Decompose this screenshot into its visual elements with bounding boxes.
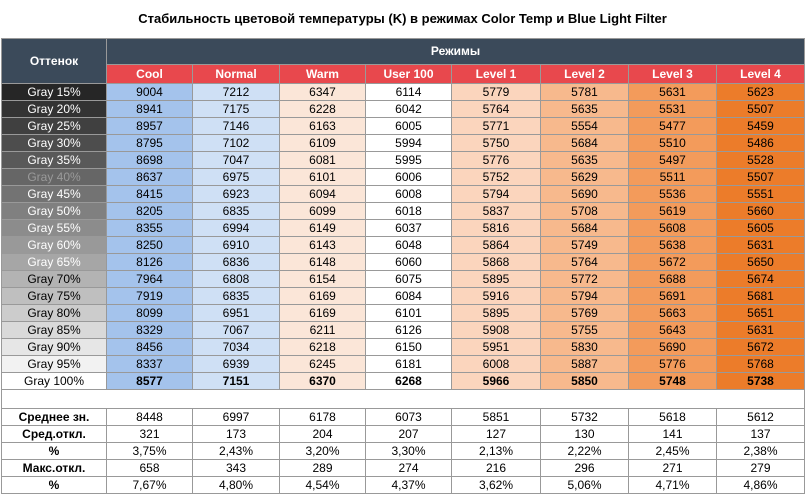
stat-value: 130	[541, 426, 629, 443]
value-cell: 5994	[366, 135, 452, 152]
value-cell: 6228	[280, 101, 366, 118]
value-cell: 8415	[107, 186, 193, 203]
value-cell: 5830	[541, 339, 629, 356]
value-cell: 6018	[366, 203, 452, 220]
stat-label: Сред.откл.	[2, 426, 107, 443]
value-cell: 5635	[541, 152, 629, 169]
value-cell: 5528	[717, 152, 805, 169]
stat-value: 289	[280, 460, 366, 477]
value-cell: 8941	[107, 101, 193, 118]
value-cell: 6218	[280, 339, 366, 356]
value-cell: 6081	[280, 152, 366, 169]
value-cell: 5837	[452, 203, 541, 220]
value-cell: 5776	[452, 152, 541, 169]
value-cell: 6060	[366, 254, 452, 271]
value-cell: 5748	[629, 373, 717, 390]
value-cell: 5887	[541, 356, 629, 373]
value-cell: 7067	[193, 322, 280, 339]
value-cell: 6268	[366, 373, 452, 390]
value-cell: 5708	[541, 203, 629, 220]
gray-level-label: Gray 90%	[2, 339, 107, 356]
value-cell: 5663	[629, 305, 717, 322]
stat-value: 4,54%	[280, 477, 366, 494]
gray-level-label: Gray 35%	[2, 152, 107, 169]
table-row	[2, 322, 805, 339]
stat-value: 141	[629, 426, 717, 443]
gray-level-label: Gray 60%	[2, 237, 107, 254]
stat-row	[2, 409, 805, 426]
stat-label: Макс.откл.	[2, 460, 107, 477]
table-row	[2, 118, 805, 135]
value-cell: 6008	[452, 356, 541, 373]
value-cell: 6951	[193, 305, 280, 322]
table-row	[2, 271, 805, 288]
table-row	[2, 220, 805, 237]
stat-row	[2, 460, 805, 477]
value-cell: 6037	[366, 220, 452, 237]
stat-label: %	[2, 477, 107, 494]
table-row	[2, 169, 805, 186]
table-row	[2, 237, 805, 254]
value-cell: 8250	[107, 237, 193, 254]
stat-value: 3,62%	[452, 477, 541, 494]
value-cell: 5769	[541, 305, 629, 322]
value-cell: 5629	[541, 169, 629, 186]
table-row	[2, 135, 805, 152]
stat-value: 2,38%	[717, 443, 805, 460]
value-cell: 6094	[280, 186, 366, 203]
stat-value: 4,37%	[366, 477, 452, 494]
value-cell: 7212	[193, 84, 280, 101]
value-cell: 8355	[107, 220, 193, 237]
mode-header-cell: Warm	[280, 64, 366, 83]
mode-header-cell: Level 3	[629, 64, 717, 83]
value-cell: 6163	[280, 118, 366, 135]
gray-level-label: Gray 55%	[2, 220, 107, 237]
value-cell: 6836	[193, 254, 280, 271]
value-cell: 5672	[717, 339, 805, 356]
mode-header-cell: Level 4	[717, 64, 805, 83]
gray-level-label: Gray 95%	[2, 356, 107, 373]
value-cell: 6126	[366, 322, 452, 339]
stat-value: 4,80%	[193, 477, 280, 494]
value-cell: 6143	[280, 237, 366, 254]
gray-level-label: Gray 100%	[2, 373, 107, 390]
gray-level-label: Gray 20%	[2, 101, 107, 118]
value-cell: 5554	[541, 118, 629, 135]
value-cell: 6169	[280, 288, 366, 305]
value-cell: 8698	[107, 152, 193, 169]
value-cell: 5660	[717, 203, 805, 220]
value-cell: 5768	[717, 356, 805, 373]
gray-level-label: Gray 45%	[2, 186, 107, 203]
value-cell: 6114	[366, 84, 452, 101]
value-cell: 6181	[366, 356, 452, 373]
value-cell: 6109	[280, 135, 366, 152]
stat-value: 173	[193, 426, 280, 443]
mode-header-cell: Cool	[107, 64, 193, 83]
value-cell: 5966	[452, 373, 541, 390]
value-cell: 5684	[541, 135, 629, 152]
value-cell: 6910	[193, 237, 280, 254]
value-cell: 6835	[193, 288, 280, 305]
gray-level-label: Gray 25%	[2, 118, 107, 135]
table-row	[2, 339, 805, 356]
value-cell: 5510	[629, 135, 717, 152]
stat-value: 4,86%	[717, 477, 805, 494]
value-cell: 6084	[366, 288, 452, 305]
table-row	[2, 254, 805, 271]
value-cell: 8329	[107, 322, 193, 339]
table-row	[2, 203, 805, 220]
value-cell: 5771	[452, 118, 541, 135]
value-cell: 8577	[107, 373, 193, 390]
gray-level-label: Gray 70%	[2, 271, 107, 288]
value-cell: 6099	[280, 203, 366, 220]
stat-value: 2,43%	[193, 443, 280, 460]
value-cell: 5749	[541, 237, 629, 254]
stat-value: 5851	[452, 409, 541, 426]
value-cell: 5764	[541, 254, 629, 271]
value-cell: 5511	[629, 169, 717, 186]
stat-value: 2,13%	[452, 443, 541, 460]
value-cell: 5752	[452, 169, 541, 186]
value-cell: 7047	[193, 152, 280, 169]
value-cell: 7175	[193, 101, 280, 118]
stat-value: 5612	[717, 409, 805, 426]
gray-level-label: Gray 85%	[2, 322, 107, 339]
stat-value: 137	[717, 426, 805, 443]
stat-value: 6073	[366, 409, 452, 426]
table-body	[2, 39, 805, 494]
value-cell: 6808	[193, 271, 280, 288]
value-cell: 8637	[107, 169, 193, 186]
stat-row	[2, 426, 805, 443]
stat-value: 127	[452, 426, 541, 443]
mode-header-cell: Normal	[193, 64, 280, 83]
value-cell: 5643	[629, 322, 717, 339]
value-cell: 7034	[193, 339, 280, 356]
value-cell: 8126	[107, 254, 193, 271]
gray-level-label: Gray 65%	[2, 254, 107, 271]
stat-value: 658	[107, 460, 193, 477]
stat-value: 216	[452, 460, 541, 477]
value-cell: 5750	[452, 135, 541, 152]
value-cell: 7919	[107, 288, 193, 305]
stat-value: 5732	[541, 409, 629, 426]
mode-header-row	[2, 64, 805, 83]
value-cell: 5684	[541, 220, 629, 237]
stat-value: 6997	[193, 409, 280, 426]
value-cell: 6211	[280, 322, 366, 339]
value-cell: 5691	[629, 288, 717, 305]
stat-value: 6178	[280, 409, 366, 426]
value-cell: 8456	[107, 339, 193, 356]
value-cell: 8957	[107, 118, 193, 135]
value-cell: 6148	[280, 254, 366, 271]
value-cell: 5608	[629, 220, 717, 237]
value-cell: 5536	[629, 186, 717, 203]
value-cell: 5631	[629, 84, 717, 101]
gray-level-label: Gray 75%	[2, 288, 107, 305]
value-cell: 5850	[541, 373, 629, 390]
value-cell: 5864	[452, 237, 541, 254]
modes-header: Режимы	[107, 39, 805, 65]
value-cell: 6923	[193, 186, 280, 203]
mode-header-cell: User 100	[366, 64, 452, 83]
value-cell: 8099	[107, 305, 193, 322]
value-cell: 5623	[717, 84, 805, 101]
value-cell: 6169	[280, 305, 366, 322]
value-cell: 6347	[280, 84, 366, 101]
mode-header-cell: Level 1	[452, 64, 541, 83]
value-cell: 8337	[107, 356, 193, 373]
value-cell: 6101	[366, 305, 452, 322]
value-cell: 5764	[452, 101, 541, 118]
value-cell: 6975	[193, 169, 280, 186]
value-cell: 6154	[280, 271, 366, 288]
stat-row	[2, 477, 805, 494]
value-cell: 5895	[452, 271, 541, 288]
table-row	[2, 373, 805, 390]
value-cell: 5507	[717, 101, 805, 118]
value-cell: 7102	[193, 135, 280, 152]
value-cell: 5908	[452, 322, 541, 339]
table-title: Стабильность цветовой температуры (K) в режимах Color Temp и Blue Light Filter	[138, 11, 667, 26]
value-cell: 6149	[280, 220, 366, 237]
table-row	[2, 305, 805, 322]
value-cell: 5486	[717, 135, 805, 152]
stat-value: 4,71%	[629, 477, 717, 494]
stat-value: 271	[629, 460, 717, 477]
value-cell: 7151	[193, 373, 280, 390]
value-cell: 5690	[541, 186, 629, 203]
value-cell: 5507	[717, 169, 805, 186]
gray-level-label: Gray 50%	[2, 203, 107, 220]
stat-value: 3,30%	[366, 443, 452, 460]
value-cell: 5672	[629, 254, 717, 271]
gray-level-label: Gray 30%	[2, 135, 107, 152]
value-cell: 7146	[193, 118, 280, 135]
stat-value: 5618	[629, 409, 717, 426]
value-cell: 5772	[541, 271, 629, 288]
value-cell: 6994	[193, 220, 280, 237]
value-cell: 5738	[717, 373, 805, 390]
value-cell: 6042	[366, 101, 452, 118]
value-cell: 5497	[629, 152, 717, 169]
table-row	[2, 356, 805, 373]
value-cell: 5638	[629, 237, 717, 254]
mode-header-cell: Level 2	[541, 64, 629, 83]
value-cell: 5794	[452, 186, 541, 203]
value-cell: 5674	[717, 271, 805, 288]
stat-value: 321	[107, 426, 193, 443]
value-cell: 5776	[629, 356, 717, 373]
value-cell: 5459	[717, 118, 805, 135]
value-cell: 6008	[366, 186, 452, 203]
value-cell: 6150	[366, 339, 452, 356]
value-cell: 5619	[629, 203, 717, 220]
value-cell: 6048	[366, 237, 452, 254]
value-cell: 5868	[452, 254, 541, 271]
stat-value: 2,22%	[541, 443, 629, 460]
value-cell: 5477	[629, 118, 717, 135]
value-cell: 5688	[629, 271, 717, 288]
stat-value: 8448	[107, 409, 193, 426]
color-temp-table	[1, 38, 805, 494]
stat-value: 343	[193, 460, 280, 477]
value-cell: 5895	[452, 305, 541, 322]
stat-value: 274	[366, 460, 452, 477]
value-cell: 6245	[280, 356, 366, 373]
value-cell: 7964	[107, 271, 193, 288]
header-row	[2, 39, 805, 65]
value-cell: 6075	[366, 271, 452, 288]
table-row	[2, 152, 805, 169]
value-cell: 5605	[717, 220, 805, 237]
stat-value: 296	[541, 460, 629, 477]
value-cell: 5635	[541, 101, 629, 118]
table-row	[2, 186, 805, 203]
stat-value: 204	[280, 426, 366, 443]
value-cell: 6101	[280, 169, 366, 186]
value-cell: 5531	[629, 101, 717, 118]
spacer-cell	[2, 390, 805, 409]
stat-row	[2, 443, 805, 460]
value-cell: 6006	[366, 169, 452, 186]
value-cell: 6370	[280, 373, 366, 390]
stat-value: 3,75%	[107, 443, 193, 460]
stat-value: 7,67%	[107, 477, 193, 494]
table-row	[2, 101, 805, 118]
value-cell: 5650	[717, 254, 805, 271]
stat-value: 5,06%	[541, 477, 629, 494]
spacer-row	[2, 390, 805, 409]
gray-level-label: Gray 40%	[2, 169, 107, 186]
value-cell: 5951	[452, 339, 541, 356]
value-cell: 6835	[193, 203, 280, 220]
stat-label: Среднее зн.	[2, 409, 107, 426]
value-cell: 5816	[452, 220, 541, 237]
shade-header: Оттенок	[2, 39, 107, 84]
value-cell: 5690	[629, 339, 717, 356]
stat-value: 3,20%	[280, 443, 366, 460]
value-cell: 9004	[107, 84, 193, 101]
value-cell: 5995	[366, 152, 452, 169]
value-cell: 5551	[717, 186, 805, 203]
table-row	[2, 288, 805, 305]
value-cell: 5631	[717, 322, 805, 339]
value-cell: 5681	[717, 288, 805, 305]
value-cell: 5916	[452, 288, 541, 305]
value-cell: 8205	[107, 203, 193, 220]
gray-level-label: Gray 15%	[2, 84, 107, 101]
value-cell: 5631	[717, 237, 805, 254]
value-cell: 5779	[452, 84, 541, 101]
value-cell: 6939	[193, 356, 280, 373]
value-cell: 6005	[366, 118, 452, 135]
stat-value: 207	[366, 426, 452, 443]
value-cell: 5794	[541, 288, 629, 305]
stat-value: 279	[717, 460, 805, 477]
value-cell: 5781	[541, 84, 629, 101]
value-cell: 5755	[541, 322, 629, 339]
stat-label: %	[2, 443, 107, 460]
value-cell: 8795	[107, 135, 193, 152]
gray-level-label: Gray 80%	[2, 305, 107, 322]
stat-value: 2,45%	[629, 443, 717, 460]
table-row	[2, 84, 805, 101]
value-cell: 5651	[717, 305, 805, 322]
